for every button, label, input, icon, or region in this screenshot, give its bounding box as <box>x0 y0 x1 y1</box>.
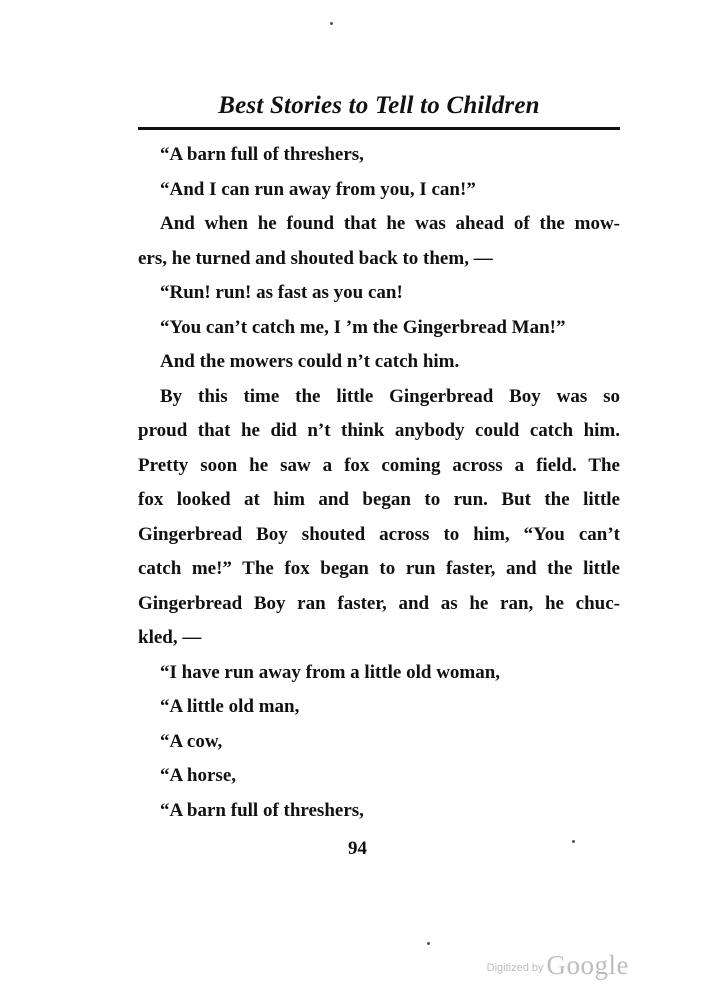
text-line: “A barn full of threshers, <box>160 144 364 165</box>
text-line: “A barn full of threshers, <box>160 799 364 821</box>
text-line: And the mowers could n’t catch him. <box>160 351 460 372</box>
digitized-watermark <box>487 950 629 981</box>
page-number: 94 <box>348 838 367 859</box>
text-line: proud that he did n’t think anybody could catch him. <box>138 420 620 441</box>
text-line: “A little old man, <box>160 696 300 717</box>
google-logo-text: Google <box>546 950 629 980</box>
text-line: “A horse, <box>160 765 236 786</box>
text-line: catch me!” The fox began to run faster, and the little <box>138 558 620 579</box>
text-line: And when he found that he was ahead of the mow- <box>160 213 620 234</box>
text-line: “Run! run! as fast as you can! <box>160 282 403 303</box>
text-line: “I have run away from a little old woman, <box>160 661 501 683</box>
text-line: Pretty soon he saw a fox coming across a field. The <box>138 454 620 476</box>
scan-speck <box>572 840 575 843</box>
text-line: fox looked at him and began to run. But the little <box>138 489 620 510</box>
text-line: “You can’t catch me, I ’m the Gingerbread Man!” <box>160 316 566 338</box>
text-line: “A cow, <box>160 730 223 752</box>
story-text-block <box>138 138 620 828</box>
text-line: By this time the little Gingerbread Boy was so <box>160 385 620 407</box>
text-line: Gingerbread Boy shouted across to him, “You can’t <box>138 523 620 545</box>
scan-speck <box>427 942 430 945</box>
text-line: ers, he turned and shouted back to them, — <box>138 247 493 269</box>
text-line: kled, — <box>138 627 202 648</box>
text-line: Gingerbread Boy ran faster, and as he ran, he chuc- <box>138 592 620 614</box>
header-rule <box>138 127 620 130</box>
digitized-prefix: Digitized by <box>486 962 544 974</box>
scan-speck <box>330 22 333 25</box>
running-header-title: Best Stories to Tell to Children <box>218 92 540 119</box>
text-line: “And I can run away from you, I can!” <box>160 178 476 200</box>
